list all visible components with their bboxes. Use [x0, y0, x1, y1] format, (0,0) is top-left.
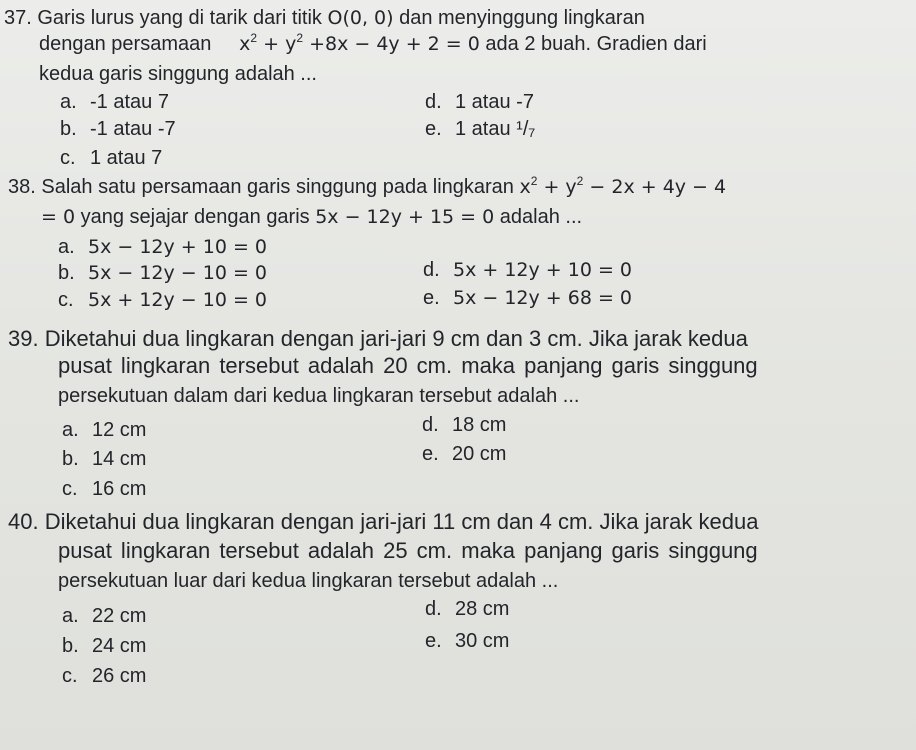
option-d[interactable]: d. 28 cm — [425, 598, 510, 620]
question-number: 37. — [4, 7, 32, 29]
option-d[interactable]: d. 1 atau -7 — [425, 91, 534, 113]
option-e[interactable]: e. 5x − 12y + 68 = 0 — [423, 287, 633, 309]
question-40-line-2: pusat lingkaran tersebut adalah 25 cm. maka panjang garis singgung — [58, 538, 758, 563]
option-b[interactable]: b. 14 cm — [62, 448, 147, 470]
option-c[interactable]: c. 16 cm — [62, 478, 147, 500]
question-38-line-2: = 0 yang sejajar dengan garis 5x − 12y + 15 = 0 adalah ... — [41, 206, 583, 228]
question-number: 39. — [8, 326, 39, 351]
option-a[interactable]: a. 22 cm — [62, 605, 147, 627]
option-c[interactable]: c. 1 atau 7 — [60, 147, 163, 169]
option-b[interactable]: b. -1 atau -7 — [60, 118, 176, 140]
question-number: 40. — [8, 509, 39, 534]
question-37-line-2: dengan persamaan $x^2 + y^2 +8x - 4y + 2 = 0$ ada 2 buah. Gradien dari — [39, 31, 707, 55]
option-e[interactable]: e. 20 cm — [422, 443, 507, 465]
option-d[interactable]: d. 18 cm — [422, 414, 507, 436]
question-40-line-3: persekutuan luar dari kedua lingkaran tersebut adalah ... — [58, 570, 559, 592]
option-b[interactable]: b. 5x − 12y − 10 = 0 — [58, 262, 268, 284]
option-b[interactable]: b. 24 cm — [62, 635, 147, 657]
option-d[interactable]: d. 5x + 12y + 10 = 0 — [423, 259, 633, 281]
option-a[interactable]: a. 5x − 12y + 10 = 0 — [58, 236, 268, 258]
question-40-line-1: 40. Diketahui dua lingkaran dengan jari-jari 11 cm dan 4 cm. Jika jarak kedua — [8, 509, 759, 534]
question-39-line-1: 39. Diketahui dua lingkaran dengan jari-jari 9 cm dan 3 cm. Jika jarak kedua — [8, 326, 748, 351]
option-e[interactable]: e. 30 cm — [425, 630, 510, 652]
question-37-line-3: kedua garis singgung adalah ... — [39, 63, 317, 85]
question-39-line-2: pusat lingkaran tersebut adalah 20 cm. maka panjang garis singgung — [58, 353, 758, 378]
question-number: 38. — [8, 176, 36, 198]
option-e[interactable]: e. 1 atau ¹/₇ — [425, 118, 536, 140]
option-c[interactable]: c. 5x + 12y − 10 = 0 — [58, 289, 268, 311]
option-c[interactable]: c. 26 cm — [62, 665, 147, 687]
question-37-line-1: 37. Garis lurus yang di tarik dari titik O(0, 0) dan menyinggung lingkaran — [4, 7, 645, 29]
option-a[interactable]: a. -1 atau 7 — [60, 91, 169, 113]
question-39-line-3: persekutuan dalam dari kedua lingkaran tersebut adalah ... — [58, 385, 580, 407]
question-38-line-1: 38. Salah satu persamaan garis singgung pada lingkaran $x^2 + y^2 - 2x + 4y - 4$ — [8, 174, 727, 198]
option-a[interactable]: a. 12 cm — [62, 419, 147, 441]
